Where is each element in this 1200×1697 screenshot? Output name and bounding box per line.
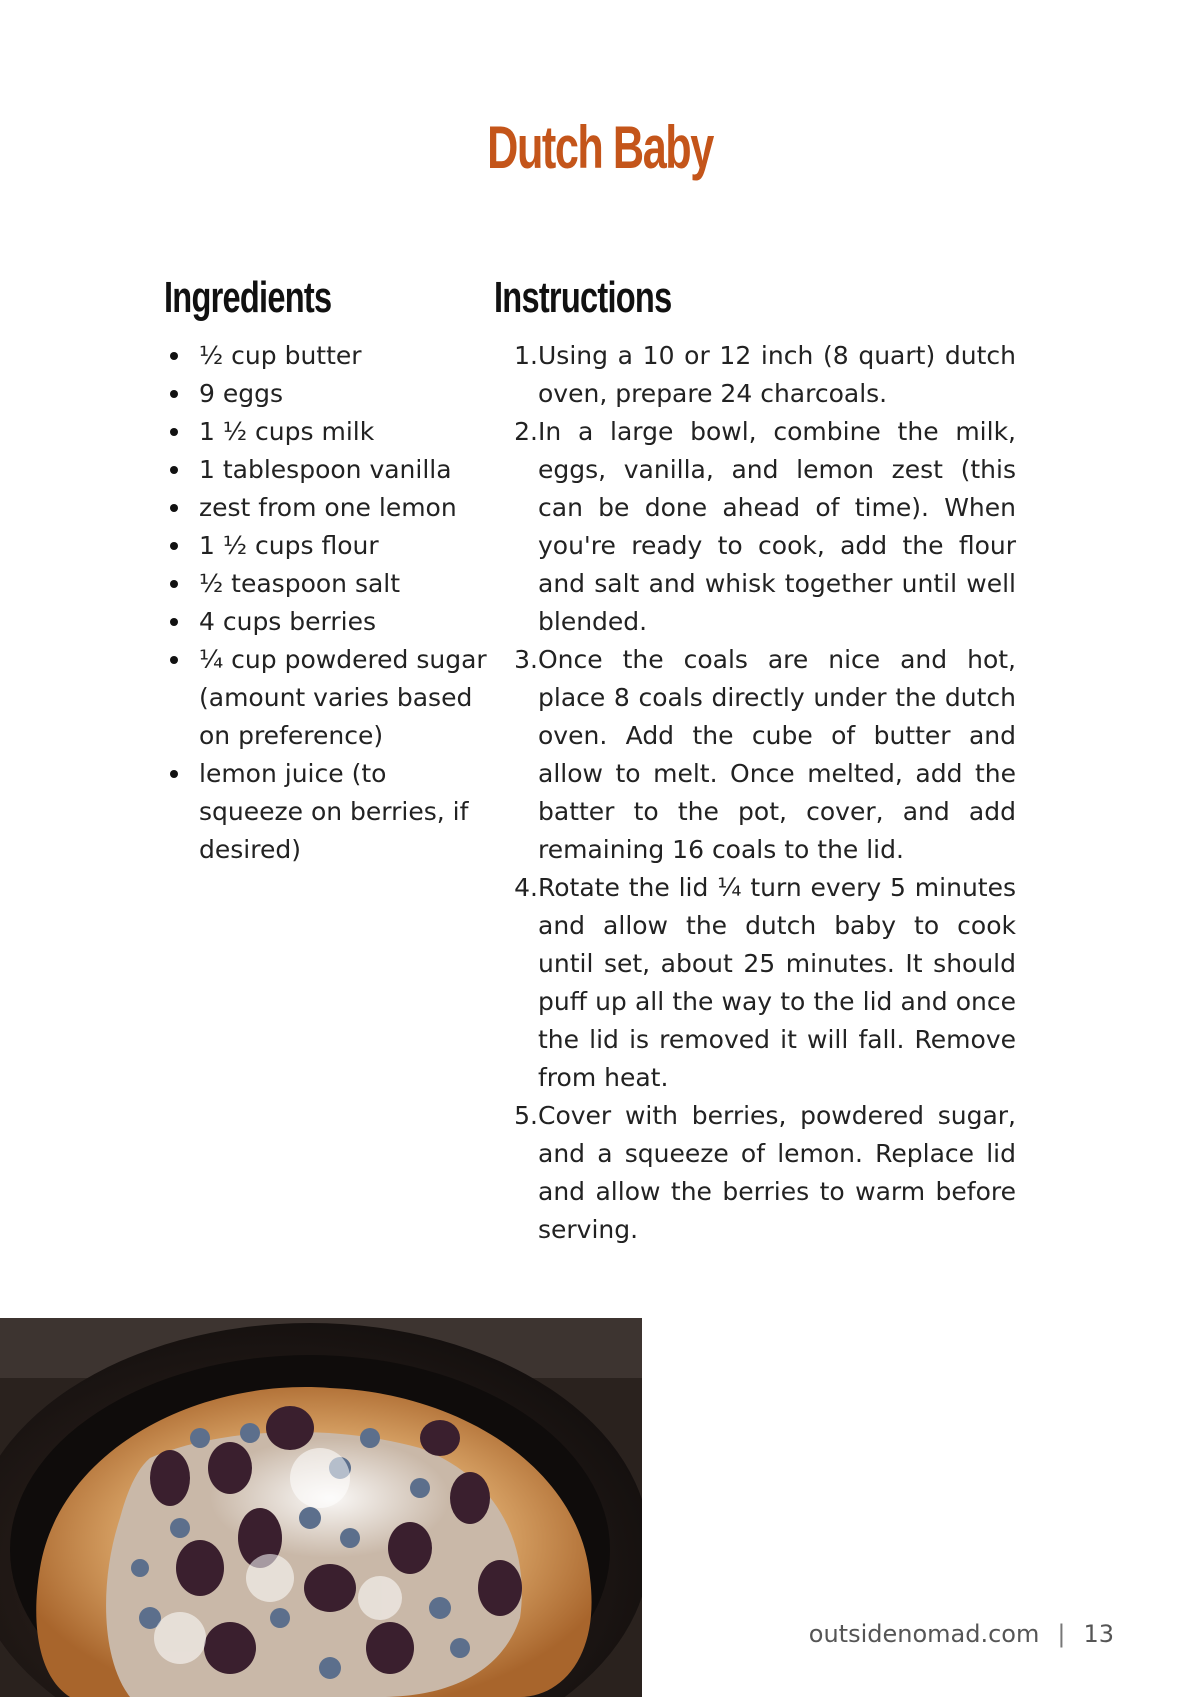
step-text: Rotate the lid ¼ turn every 5 minutes and allow the dutch baby to cook until set, about 25 minutes. It should puff up all the way to the lid and once the lid is removed it will fall. Remove from heat. bbox=[538, 873, 1016, 1092]
ingredient-item: 1 tablespoon vanilla bbox=[199, 451, 489, 489]
page-number: 13 bbox=[1083, 1620, 1114, 1648]
ingredient-item: 1 ½ cups flour bbox=[199, 527, 489, 565]
ingredient-item: zest from one lemon bbox=[199, 489, 489, 527]
ingredient-item: lemon juice (to squeeze on berries, if desired) bbox=[199, 755, 489, 869]
ingredient-item: 4 cups berries bbox=[199, 603, 489, 641]
ingredient-item: ¼ cup powdered sugar (amount varies based on preference) bbox=[199, 641, 489, 755]
step-number: 3. bbox=[514, 645, 538, 674]
ingredient-item: ½ teaspoon salt bbox=[199, 565, 489, 603]
step-text: In a large bowl, combine the milk, eggs, vanilla, and lemon zest (this can be done ahead of time). When you're ready to cook, add the flour and salt and whisk together until well blended. bbox=[538, 417, 1016, 636]
ingredient-item: ½ cup butter bbox=[199, 337, 489, 375]
instructions-heading: Instructions bbox=[494, 273, 672, 322]
instruction-step bbox=[514, 337, 1016, 413]
instruction-step bbox=[514, 869, 1016, 1097]
step-number: 2. bbox=[514, 417, 538, 446]
dutch-baby-photo bbox=[0, 1318, 642, 1697]
instruction-step bbox=[514, 1097, 1016, 1249]
step-text: Using a 10 or 12 inch (8 quart) dutch oven, prepare 24 charcoals. bbox=[538, 341, 1016, 408]
ingredient-item: 1 ½ cups milk bbox=[199, 413, 489, 451]
ingredients-heading: Ingredients bbox=[164, 273, 332, 322]
footer-separator: | bbox=[1057, 1620, 1066, 1648]
step-number: 4. bbox=[514, 873, 538, 902]
instructions-list bbox=[514, 337, 1016, 1249]
ingredient-item: 9 eggs bbox=[199, 375, 489, 413]
step-number: 5. bbox=[514, 1101, 538, 1130]
step-number: 1. bbox=[514, 341, 538, 370]
website-link[interactable]: outsidenomad.com bbox=[808, 1620, 1040, 1648]
step-text: Once the coals are nice and hot, place 8 coals directly under the dutch oven. Add the cube of butter and allow to melt. Once melted, add the batter to the pot, cover, and add remaining 16 coals to the lid. bbox=[538, 645, 1016, 864]
page-footer bbox=[809, 1617, 1114, 1651]
recipe-title: Dutch Baby bbox=[487, 114, 713, 181]
step-text: Cover with berries, powdered sugar, and a squeeze of lemon. Replace lid and allow the berries to warm before serving. bbox=[538, 1101, 1016, 1244]
instruction-step bbox=[514, 413, 1016, 641]
instruction-step bbox=[514, 641, 1016, 869]
ingredients-list bbox=[164, 337, 489, 869]
